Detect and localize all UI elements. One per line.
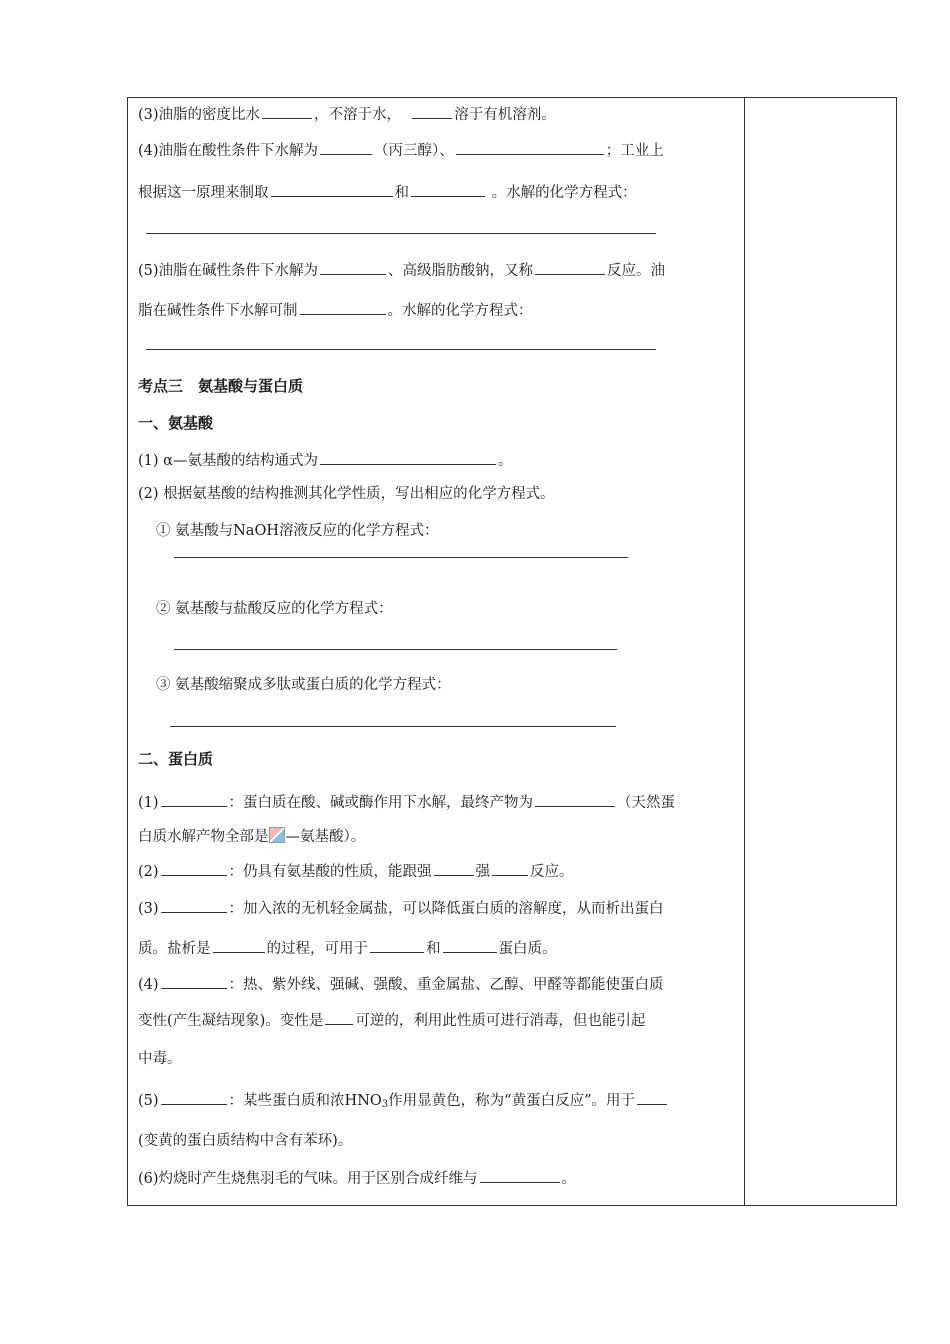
blank[interactable] xyxy=(161,791,227,807)
section-title: 考点三 氨基酸与蛋白质 xyxy=(138,377,304,395)
blank[interactable] xyxy=(535,259,605,275)
amino-question-2: (2) 根据氨基酸的结构推测其化学性质，写出相应的化学方程式。 xyxy=(138,486,555,502)
equation-line[interactable] xyxy=(170,726,616,727)
oil-item-4: (4)油脂在酸性条件下水解为 （丙三醇）、 ；工业上 xyxy=(138,139,664,161)
oil-item-3: (3)油脂的密度比水 ，不溶于水， 溶于有机溶剂。 xyxy=(138,103,556,125)
blank[interactable] xyxy=(412,103,452,119)
protein-item-2: (2) ：仍具有氨基酸的性质，能跟强 强 反应。 xyxy=(138,860,574,882)
amino-heading: 一、氨基酸 xyxy=(138,414,214,432)
blank[interactable] xyxy=(492,860,528,876)
protein-item-1: (1) ：蛋白质在酸、碱或酶作用下水解，最终产物为 （天然蛋 xyxy=(138,791,675,813)
blank[interactable] xyxy=(300,299,386,315)
alpha-image-icon xyxy=(269,827,285,843)
oil-item-5-cont: 脂在碱性条件下水解可制 。水解的化学方程式： xyxy=(138,299,533,321)
protein-item-5: (5) ：某些蛋白质和浓$HNO_3$作用显黄色，称为“黄蛋白反应”。用于 xyxy=(138,1089,669,1115)
oil-item-5: (5)油脂在碱性条件下水解为 、高级脂肪酸钠，又称 反应。油 xyxy=(138,259,665,281)
blank[interactable] xyxy=(271,181,393,197)
protein-item-4: (4) ：热、紫外线、强碱、强酸、重金属盐、乙醇、甲醛等都能使蛋白质 xyxy=(138,973,664,995)
blank[interactable] xyxy=(262,103,312,119)
protein-heading: 二、蛋白质 xyxy=(138,750,214,768)
blank[interactable] xyxy=(325,1009,353,1025)
protein-item-5-cont: (变黄的蛋白质结构中含有苯环)。 xyxy=(138,1133,353,1149)
blank[interactable] xyxy=(161,860,227,876)
amino-sub-1: ① 氨基酸与NaOH溶液反应的化学方程式： xyxy=(156,523,439,539)
blank[interactable] xyxy=(535,791,615,807)
blank[interactable] xyxy=(637,1089,667,1105)
protein-item-3: (3) ：加入浓的无机轻金属盐，可以降低蛋白质的溶解度，从而析出蛋白 xyxy=(138,897,664,919)
blank[interactable] xyxy=(320,259,386,275)
blank[interactable] xyxy=(161,973,227,989)
blank[interactable] xyxy=(480,1167,560,1183)
blank[interactable] xyxy=(434,860,474,876)
protein-item-3-cont: 质。盐析是 的过程，可用于 和 蛋白质。 xyxy=(138,937,557,959)
blank[interactable] xyxy=(161,897,227,913)
blank[interactable] xyxy=(443,937,497,953)
equation-line[interactable] xyxy=(146,349,656,350)
blank[interactable] xyxy=(456,139,604,155)
blank[interactable] xyxy=(411,181,485,197)
amino-sub-2: ② 氨基酸与盐酸反应的化学方程式： xyxy=(156,601,393,617)
blank[interactable] xyxy=(213,937,265,953)
equation-line[interactable] xyxy=(146,233,656,234)
blank[interactable] xyxy=(370,937,424,953)
protein-item-6: (6)灼烧时产生烧焦羽毛的气味。用于区别合成纤维与 。 xyxy=(138,1167,576,1189)
oil-item-4-cont: 根据这一原理来制取 和 。水解的化学方程式： xyxy=(138,181,637,203)
column-divider xyxy=(744,97,745,1206)
blank[interactable] xyxy=(320,139,372,155)
protein-item-4-end: 中毒。 xyxy=(138,1051,182,1067)
blank[interactable] xyxy=(161,1089,227,1105)
amino-sub-3: ③ 氨基酸缩聚成多肽或蛋白质的化学方程式： xyxy=(156,677,451,693)
equation-line[interactable] xyxy=(174,557,628,558)
blank[interactable] xyxy=(320,449,496,465)
equation-line[interactable] xyxy=(174,649,617,650)
protein-item-1-cont: 白质水解产物全部是 —氨基酸）。 xyxy=(138,829,366,845)
amino-question-1: (1) α—氨基酸的结构通式为 。 xyxy=(138,449,512,471)
protein-item-4-cont: 变性(产生凝结现象)。变性是 可逆的，利用此性质可进行消毒，但也能引起 xyxy=(138,1009,645,1031)
